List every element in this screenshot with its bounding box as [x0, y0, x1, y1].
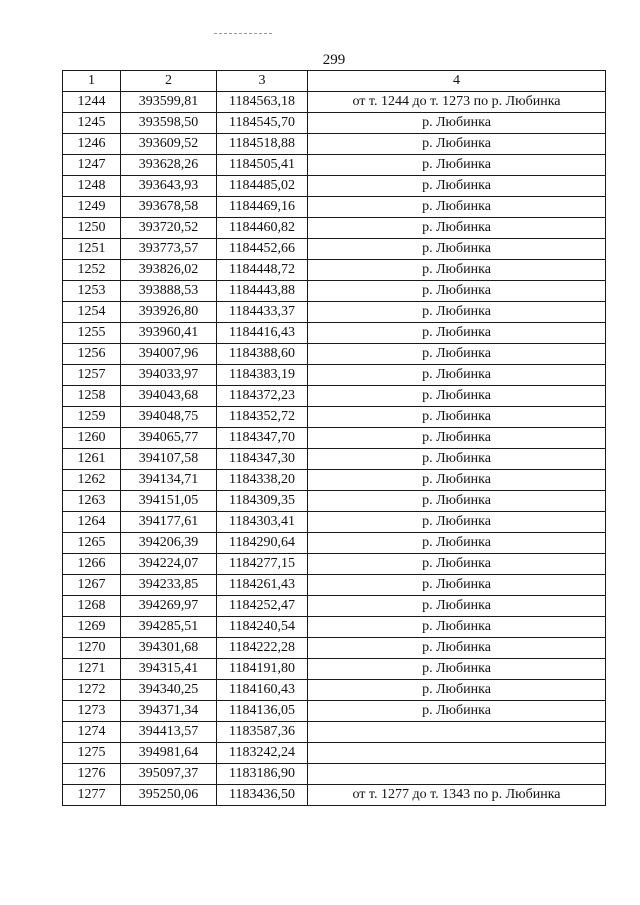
boundary-description-cell	[308, 743, 606, 764]
x-coordinate-cell: 394301,68	[121, 638, 217, 659]
y-coordinate-cell: 1184222,28	[217, 638, 308, 659]
x-coordinate-cell: 393773,57	[121, 239, 217, 260]
x-coordinate-cell: 394033,97	[121, 365, 217, 386]
boundary-description-cell: р. Любинка	[308, 533, 606, 554]
y-coordinate-cell: 1184240,54	[217, 617, 308, 638]
point-number-cell: 1261	[63, 449, 121, 470]
point-number-cell: 1269	[63, 617, 121, 638]
y-coordinate-cell: 1183587,36	[217, 722, 308, 743]
x-coordinate-cell: 393598,50	[121, 113, 217, 134]
y-coordinate-cell: 1184252,47	[217, 596, 308, 617]
page-number: 299	[322, 52, 346, 68]
boundary-description-cell: р. Любинка	[308, 239, 606, 260]
table-row	[63, 344, 606, 365]
table-row	[63, 323, 606, 344]
table-row	[63, 449, 606, 470]
point-number-cell: 1260	[63, 428, 121, 449]
x-coordinate-cell: 393599,81	[121, 92, 217, 113]
x-coordinate-cell: 394134,71	[121, 470, 217, 491]
table-row	[63, 155, 606, 176]
boundary-description-cell: р. Любинка	[308, 176, 606, 197]
x-coordinate-cell: 393826,02	[121, 260, 217, 281]
header-col-1: 1	[63, 71, 121, 92]
point-number-cell: 1264	[63, 512, 121, 533]
table-row	[63, 386, 606, 407]
boundary-description-cell: р. Любинка	[308, 701, 606, 722]
x-coordinate-cell: 394224,07	[121, 554, 217, 575]
x-coordinate-cell: 394371,34	[121, 701, 217, 722]
boundary-description-cell: р. Любинка	[308, 281, 606, 302]
point-number-cell: 1255	[63, 323, 121, 344]
y-coordinate-cell: 1184347,30	[217, 449, 308, 470]
table-row	[63, 701, 606, 722]
point-number-cell: 1267	[63, 575, 121, 596]
table-row	[63, 176, 606, 197]
boundary-description-cell: р. Любинка	[308, 344, 606, 365]
table-row	[63, 239, 606, 260]
point-number-cell: 1246	[63, 134, 121, 155]
point-number-cell: 1268	[63, 596, 121, 617]
table-row	[63, 743, 606, 764]
x-coordinate-cell: 393609,52	[121, 134, 217, 155]
boundary-description-cell: р. Любинка	[308, 575, 606, 596]
x-coordinate-cell: 394065,77	[121, 428, 217, 449]
point-number-cell: 1244	[63, 92, 121, 113]
x-coordinate-cell: 394233,85	[121, 575, 217, 596]
point-number-cell: 1259	[63, 407, 121, 428]
point-number-cell: 1262	[63, 470, 121, 491]
y-coordinate-cell: 1184443,88	[217, 281, 308, 302]
y-coordinate-cell: 1184563,18	[217, 92, 308, 113]
x-coordinate-cell: 393960,41	[121, 323, 217, 344]
table-row	[63, 533, 606, 554]
x-coordinate-cell: 394285,51	[121, 617, 217, 638]
point-number-cell: 1275	[63, 743, 121, 764]
table-row	[63, 407, 606, 428]
table-row	[63, 596, 606, 617]
table-row	[63, 722, 606, 743]
y-coordinate-cell: 1183186,90	[217, 764, 308, 785]
boundary-description-cell: от т. 1277 до т. 1343 по р. Любинка	[308, 785, 606, 806]
table-row	[63, 491, 606, 512]
table-row	[63, 764, 606, 785]
x-coordinate-cell: 393643,93	[121, 176, 217, 197]
y-coordinate-cell: 1184485,02	[217, 176, 308, 197]
x-coordinate-cell: 395097,37	[121, 764, 217, 785]
table-row	[63, 785, 606, 806]
boundary-description-cell: р. Любинка	[308, 218, 606, 239]
coordinates-table	[62, 70, 606, 806]
boundary-description-cell: р. Любинка	[308, 659, 606, 680]
point-number-cell: 1252	[63, 260, 121, 281]
boundary-description-cell: р. Любинка	[308, 617, 606, 638]
table-row	[63, 281, 606, 302]
table-row	[63, 512, 606, 533]
boundary-description-cell: р. Любинка	[308, 386, 606, 407]
point-number-cell: 1276	[63, 764, 121, 785]
x-coordinate-cell: 394007,96	[121, 344, 217, 365]
boundary-description-cell: р. Любинка	[308, 323, 606, 344]
table-row	[63, 302, 606, 323]
boundary-description-cell: р. Любинка	[308, 680, 606, 701]
point-number-cell: 1258	[63, 386, 121, 407]
y-coordinate-cell: 1184309,35	[217, 491, 308, 512]
boundary-description-cell: р. Любинка	[308, 134, 606, 155]
table-row	[63, 197, 606, 218]
point-number-cell: 1277	[63, 785, 121, 806]
table-row	[63, 470, 606, 491]
y-coordinate-cell: 1184388,60	[217, 344, 308, 365]
y-coordinate-cell: 1184383,19	[217, 365, 308, 386]
x-coordinate-cell: 394151,05	[121, 491, 217, 512]
boundary-description-cell: р. Любинка	[308, 512, 606, 533]
x-coordinate-cell: 394981,64	[121, 743, 217, 764]
boundary-description-cell: р. Любинка	[308, 638, 606, 659]
y-coordinate-cell: 1183436,50	[217, 785, 308, 806]
y-coordinate-cell: 1184261,43	[217, 575, 308, 596]
table-row	[63, 365, 606, 386]
y-coordinate-cell: 1184338,20	[217, 470, 308, 491]
y-coordinate-cell: 1184136,05	[217, 701, 308, 722]
point-number-cell: 1245	[63, 113, 121, 134]
point-number-cell: 1248	[63, 176, 121, 197]
x-coordinate-cell: 395250,06	[121, 785, 217, 806]
point-number-cell: 1270	[63, 638, 121, 659]
x-coordinate-cell: 394315,41	[121, 659, 217, 680]
point-number-cell: 1256	[63, 344, 121, 365]
point-number-cell: 1250	[63, 218, 121, 239]
x-coordinate-cell: 394107,58	[121, 449, 217, 470]
table-row	[63, 428, 606, 449]
y-coordinate-cell: 1184347,70	[217, 428, 308, 449]
point-number-cell: 1273	[63, 701, 121, 722]
header-row	[63, 71, 606, 92]
x-coordinate-cell: 393678,58	[121, 197, 217, 218]
table-row	[63, 575, 606, 596]
point-number-cell: 1254	[63, 302, 121, 323]
x-coordinate-cell: 393888,53	[121, 281, 217, 302]
y-coordinate-cell: 1184416,43	[217, 323, 308, 344]
table-row	[63, 134, 606, 155]
boundary-description-cell: р. Любинка	[308, 155, 606, 176]
boundary-description-cell	[308, 764, 606, 785]
x-coordinate-cell: 393926,80	[121, 302, 217, 323]
x-coordinate-cell: 394043,68	[121, 386, 217, 407]
table-row	[63, 638, 606, 659]
point-number-cell: 1251	[63, 239, 121, 260]
y-coordinate-cell: 1184448,72	[217, 260, 308, 281]
boundary-description-cell: р. Любинка	[308, 113, 606, 134]
y-coordinate-cell: 1184303,41	[217, 512, 308, 533]
boundary-description-cell: р. Любинка	[308, 596, 606, 617]
header-col-3: 3	[217, 71, 308, 92]
x-coordinate-cell: 394206,39	[121, 533, 217, 554]
boundary-description-cell: р. Любинка	[308, 197, 606, 218]
table-row	[63, 92, 606, 113]
y-coordinate-cell: 1184372,23	[217, 386, 308, 407]
boundary-description-cell: р. Любинка	[308, 302, 606, 323]
point-number-cell: 1271	[63, 659, 121, 680]
x-coordinate-cell: 393720,52	[121, 218, 217, 239]
table-header	[63, 71, 606, 92]
point-number-cell: 1265	[63, 533, 121, 554]
table-row	[63, 554, 606, 575]
y-coordinate-cell: 1184191,80	[217, 659, 308, 680]
y-coordinate-cell: 1184160,43	[217, 680, 308, 701]
x-coordinate-cell: 394048,75	[121, 407, 217, 428]
table-row	[63, 680, 606, 701]
boundary-description-cell	[308, 722, 606, 743]
y-coordinate-cell: 1184518,88	[217, 134, 308, 155]
x-coordinate-cell: 393628,26	[121, 155, 217, 176]
scan-artifact-line	[214, 33, 272, 34]
y-coordinate-cell: 1184469,16	[217, 197, 308, 218]
boundary-description-cell: р. Любинка	[308, 407, 606, 428]
point-number-cell: 1266	[63, 554, 121, 575]
x-coordinate-cell: 394177,61	[121, 512, 217, 533]
table-row	[63, 260, 606, 281]
y-coordinate-cell: 1184290,64	[217, 533, 308, 554]
table-body	[63, 92, 606, 806]
header-col-2: 2	[121, 71, 217, 92]
y-coordinate-cell: 1184545,70	[217, 113, 308, 134]
x-coordinate-cell: 394413,57	[121, 722, 217, 743]
boundary-description-cell: р. Любинка	[308, 491, 606, 512]
point-number-cell: 1249	[63, 197, 121, 218]
boundary-description-cell: р. Любинка	[308, 554, 606, 575]
table-row	[63, 218, 606, 239]
y-coordinate-cell: 1184505,41	[217, 155, 308, 176]
point-number-cell: 1247	[63, 155, 121, 176]
table-row	[63, 617, 606, 638]
point-number-cell: 1257	[63, 365, 121, 386]
header-col-4: 4	[308, 71, 606, 92]
point-number-cell: 1263	[63, 491, 121, 512]
boundary-description-cell: р. Любинка	[308, 428, 606, 449]
boundary-description-cell: р. Любинка	[308, 365, 606, 386]
x-coordinate-cell: 394340,25	[121, 680, 217, 701]
point-number-cell: 1253	[63, 281, 121, 302]
point-number-cell: 1274	[63, 722, 121, 743]
y-coordinate-cell: 1184277,15	[217, 554, 308, 575]
table-row	[63, 113, 606, 134]
y-coordinate-cell: 1184460,82	[217, 218, 308, 239]
y-coordinate-cell: 1184352,72	[217, 407, 308, 428]
boundary-description-cell: р. Любинка	[308, 260, 606, 281]
boundary-description-cell: р. Любинка	[308, 449, 606, 470]
y-coordinate-cell: 1184433,37	[217, 302, 308, 323]
y-coordinate-cell: 1184452,66	[217, 239, 308, 260]
boundary-description-cell: р. Любинка	[308, 470, 606, 491]
x-coordinate-cell: 394269,97	[121, 596, 217, 617]
point-number-cell: 1272	[63, 680, 121, 701]
y-coordinate-cell: 1183242,24	[217, 743, 308, 764]
table-row	[63, 659, 606, 680]
boundary-description-cell: от т. 1244 до т. 1273 по р. Любинка	[308, 92, 606, 113]
